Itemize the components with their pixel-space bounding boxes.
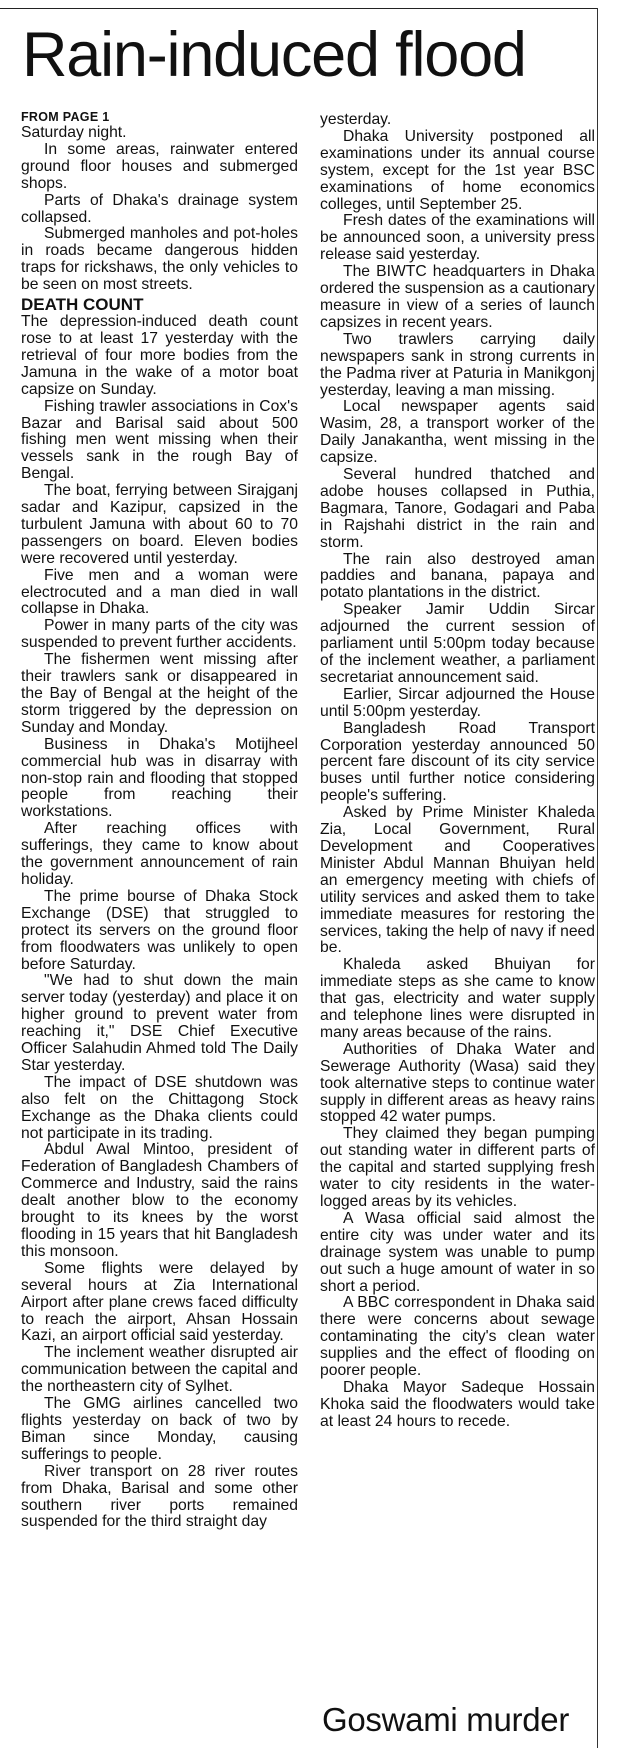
paragraph: Khaleda asked Bhuiyan for immediate steps as she came to know that gas, electricity and water supply and telephone lines were disrupted in many areas because of the rains. <box>320 956 595 1041</box>
paragraph: Local newspaper agents said Wasim, 28, a transport worker of the Daily Janakantha, went missing in the capsize. <box>320 398 595 467</box>
column-divider-rule <box>597 8 598 1748</box>
continuation-label: FROM PAGE 1 <box>21 110 110 124</box>
next-article-headline: Goswami murder <box>322 1701 570 1738</box>
paragraph: The rain also destroyed aman paddies and banana, papaya and potato plantations in the district. <box>320 550 595 602</box>
paragraph: Fresh dates of the examinations will be announced soon, a university press release said yesterday. <box>320 212 595 264</box>
paragraph: The GMG airlines cancelled two flights yesterday on back of two by Biman since Monday, causing sufferings to people. <box>21 1395 298 1463</box>
paragraph: yesterday. <box>320 111 392 128</box>
paragraph: Bangladesh Road Transport Corporation yesterday announced 50 percent fare discount of its city service buses until further notice considering people's suffering. <box>320 719 595 805</box>
paragraph: River transport on 28 river routes from Dhaka, Barisal and some other southern river ports remained suspended for the third straight day <box>21 1462 298 1531</box>
paragraph: Earlier, Sircar adjourned the House until 5:00pm yesterday. <box>320 685 595 720</box>
paragraph: Several hundred thatched and adobe houses collapsed in Puthia, Bagmara, Tanore, Godagari and Paba in Rajshahi district in the rain and storm. <box>320 466 595 551</box>
paragraph: Five men and a woman were electrocuted and a man died in wall collapse in Dhaka. <box>21 566 298 618</box>
paragraph: The prime bourse of Dhaka Stock Exchange (DSE) that struggled to protect its servers on the ground floor from floodwaters was unlikely to open before Saturday. <box>21 887 298 973</box>
paragraph: The inclement weather disrupted air communication between the capital and the northeastern city of Sylhet. <box>21 1344 298 1396</box>
paragraph: Asked by Prime Minister Khaleda Zia, Local Government, Rural Development and Cooperatives Minister Abdul Mannan Bhuiyan held an emergency meeting with chiefs of utility services and asked them to take immediate measures for restoring the services, taking the help of navy if need be. <box>320 804 595 957</box>
paragraph: Abdul Awal Mintoo, president of Federation of Bangladesh Chambers of Commerce and Industry, said the rains dealt another blow to the economy brought to its knees by the worst flooding in 15 years that hit Bangladesh this monsoon. <box>21 1141 298 1260</box>
paragraph: Parts of Dhaka's drainage system collapsed. <box>21 191 298 226</box>
paragraph: They claimed they began pumping out standing water in different parts of the capital and started supplying fresh water to city residents in the water-logged areas by its vehicles. <box>320 1125 595 1210</box>
paragraph: Business in Dhaka's Motijheel commercial hub was in disarray with non-stop rain and flooding that stopped people from reaching their workstations. <box>21 735 298 821</box>
right-column <box>320 112 595 1431</box>
paragraph: The impact of DSE shutdown was also felt on the Chittagong Stock Exchange as the Dhaka clients could not participate in its trading. <box>21 1073 298 1142</box>
paragraph: After reaching offices with sufferings, they came to know about the government announcement of rain holiday. <box>21 820 298 888</box>
paragraph: Submerged manholes and pot-holes in roads became dangerous hidden traps for rickshaws, the only vehicles to be seen on most streets. <box>21 225 298 294</box>
paragraph: Fishing trawler associations in Cox's Bazar and Barisal said about 500 fishing men went missing when their vessels sank in the rough Bay of Bengal. <box>21 397 298 483</box>
section-subhead: DEATH COUNT <box>21 295 144 315</box>
top-rule <box>0 8 598 9</box>
left-column <box>21 110 298 1531</box>
paragraph: "We had to shut down the main server today (yesterday) and place it on higher ground to prevent water from reaching it," DSE Chief Executive Officer Salahudin Ahmed told The Daily Star yesterday. <box>21 972 298 1074</box>
paragraph: Some flights were delayed by several hours at Zia International Airport after plane crews faced difficulty to reach the airport, Ahsan Hossain Kazi, an airport official said yesterday. <box>21 1259 298 1345</box>
paragraph: In some areas, rainwater entered ground floor houses and submerged shops. <box>21 140 298 192</box>
paragraph: The fishermen went missing after their trawlers sank or disappeared in the Bay of Bengal at the height of the storm triggered by the depression on Sunday and Monday. <box>21 651 298 736</box>
paragraph: Power in many parts of the city was suspended to prevent further accidents. <box>21 617 298 652</box>
paragraph: Dhaka Mayor Sadeque Hossain Khoka said the floodwaters would take at least 24 hours to recede. <box>320 1378 595 1430</box>
paragraph: Speaker Jamir Uddin Sircar adjourned the current session of parliament until 5:00pm today because of the inclement weather, a parliament secretariat announcement said. <box>320 601 595 686</box>
paragraph: The BIWTC headquarters in Dhaka ordered the suspension as a cautionary measure in view of a series of launch capsizes in recent years. <box>320 263 595 331</box>
paragraph: Two trawlers carrying daily newspapers sank in strong currents in the Padma river at Paturia in Manikgonj yesterday, leaving a man missing. <box>320 330 595 399</box>
paragraph: A BBC correspondent in Dhaka said there were concerns about sewage contaminating the city's clean water supplies and the effect of flooding on poorer people. <box>320 1294 595 1380</box>
paragraph: Saturday night. <box>21 124 127 141</box>
paragraph: Dhaka University postponed all examinations under its annual course system, except for the 1st year BSC examinations of home economics colleges, until September 25. <box>320 127 595 213</box>
headline: Rain-induced flood <box>22 20 526 90</box>
paragraph: The depression-induced death count rose to at least 17 yesterday with the retrieval of four more bodies from the Jamuna in the wake of a motor boat capsize on Sunday. <box>21 313 298 398</box>
paragraph: A Wasa official said almost the entire city was under water and its drainage system was unable to pump out such a huge amount of water in so short a period. <box>320 1209 595 1295</box>
paragraph: The boat, ferrying between Sirajganj sadar and Kazipur, capsized in the turbulent Jamuna with about 60 to 70 passengers on board. Eleven bodies were recovered until yesterday. <box>21 482 298 567</box>
paragraph: Authorities of Dhaka Water and Sewerage Authority (Wasa) said they took alternative steps to continue water supply in different areas as heavy rains stopped 42 water pumps. <box>320 1040 595 1126</box>
